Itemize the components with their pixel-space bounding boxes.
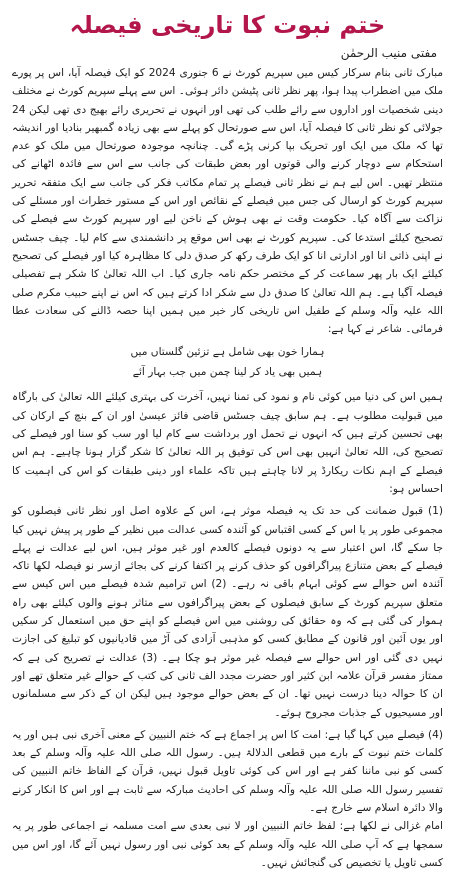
numbered-paragraph-1-3: (1) قبول ضمانت کی حد تک یہ فیصلہ موثر ہے، اس کے علاوہ اصل اور نظر ثانی فیصلوں کو مجموعی طور پر یا اس کے کسی اقتباس کو آئندہ کسی عدالت میں نظیر کے طور پر پیش نہیں کیا جا سکے گا، اس اعتبار سے یہ دونوں فیصلے کالعدم اور غیر موثر ہیں، اس لیے عدالت نے پہلے فیصلے کے بعض متنازع پیراگرافوں کو حذف کرنے پر اکتفا کرنے کی بجائے ازسر نو فیصلہ لکھا تاکہ آئندہ اس حوالے سے کوئی ابہام باقی نہ رہے۔ (2) اس ترامیم شدہ فیصلے میں اس کیس سے متعلق سپریم کورٹ کے سابق فیصلوں کے بعض پیراگرافوں سے متاثر ہونے والوں کیلئے بھی راہ ہموار کی گئی ہے کہ وہ حقائق کی روشنی میں اس فیصلے کو اپنے حق میں استعمال کر سکیں اور یوں آئین اور قانون کے مطابق کسی کو مذہبی آزادی کی آڑ میں قادیانیوں کو تبلیغ کی اجازت نہیں دی گئی اور اس حوالے سے فیصلہ غیر موثر ہو چکا ہے۔ (3) عدالت نے تصریح کی ہے کہ ممتاز مفسر قرآن علامہ ابن کثیر اور حضرت مجدد الف ثانی کی کتب کے حوالے غیر متعلق تھے اور ان کا حوالہ دینا درست نہیں تھا۔ ان کے بعض حوالے موجود ہیں لیکن ان کے ذکر سے مسلمانوں اور مسیحیوں کے جذبات مجروح ہوئے۔	[12, 505, 443, 719]
couplet-verse-1: ہمارا خون بھی شامل ہے تزئین گلستاں میں	[130, 346, 325, 359]
middle-paragraph: ہمیں اس کی دنیا میں کوئی نام و نمود کی تمنا نہیں، آخرت کی بہتری کیلئے اللہ تعالیٰ کی بارگاہ میں قبولیت مطلوب ہے۔ ہم سابق چیف جسٹس قاضی فائز عیسیٰ اور ان کے بنچ کے ارکان کی بھی تحسین کرتے ہیں کہ انہوں نے تحمل اور برداشت سے کام لیا اور سب کو سنا اور فیصلے کی تصحیح کی، اللہ تعالیٰ انہیں بھی اس کی توفیق پر اللہ تعالیٰ کا شکر گزار ہونا چاہیے۔ ہم اس فیصلے کے اہم نکات ریکارڈ پر لانا چاہتے ہیں تاکہ علماء اور دینی طبقات کو اس کی اہمیت کا احساس ہو:	[12, 391, 443, 495]
poetry-couplet	[12, 342, 443, 382]
numbered-paragraph-4: (4) فیصلے میں کہا گیا ہے: امت کا اس پر اجماع ہے کہ ختم النبیین کے معنی آخری نبی ہیں اور یہ کلمات ختم نبوت کے بارے میں قطعی الدلالۃ ہیں۔ رسول اللہ صلی اللہ علیہ وآلہ وسلم کے بعد کسی کو نبی ماننا کفر ہے اور اس کی کوئی تاویل قبول نہیں، قرآن کے الفاظ خاتم النبیین کی تفسیر رسول اللہ صلی اللہ علیہ وآلہ وسلم کی احادیث مبارکہ سے ثابت ہے اور اس کا انکار کرنے والا دائرہ اسلام سے خارج ہے۔	[12, 728, 443, 814]
article-title: ختم نبوت کا تاریخی فیصلہ	[69, 11, 386, 39]
intro-paragraph: مبارک ثانی بنام سرکار کیس میں سپریم کورٹ نے 6 جنوری 2024 کو ایک فیصلہ آیا، اس پر پورے ملک میں اضطراب پیدا ہوا، پھر نظر ثانی پٹیشن دائر ہوئی۔ اس سے پہلے سپریم کورٹ نے مختلف دینی شخصیات اور اداروں سے رائے طلب کی تھی اور انہوں نے تحریری رائے بھیج دی تھی لیکن 24 جولائی کو نظر ثانی کا فیصلہ آیا، اس سے صورتحال کو پہلے سے بھی زیادہ گمبھیر بنادیا اور اندیشہ تھا کہ ملک میں ایک اور تحریک بپا کرنی پڑے گی۔ چنانچہ موجودہ صورتحال میں ملک کو عدم استحکام سے دوچار کرنے والی قوتوں اور بعض طبقات کی جانب سے اس سے فائدہ اٹھانے کی منتظر تھیں۔ اس لیے ہم نے نظر ثانی فیصلے پر تمام مکاتب فکر کی جانب سے ایک متفقہ تحریر سپریم کورٹ کو ارسال کی جس میں فیصلے کے نقائص اور اس کے مستور خطرات اور مسئلے کی نزاکت سے آگاہ کیا۔ حکومت وقت نے بھی ہوش کے ناخن لیے اور سپریم کورٹ سے فیصلے کی تصحیح کیلئے استدعا کی۔ سپریم کورٹ نے بھی اس موقع پر دانشمندی سے کام لیا۔ چیف جسٹس نے اپنی ذاتی انا اور ادارتی انا کو ایک طرف رکھ کر صدق دلی کا مظاہرہ کیا اور فیصلے کی تصحیح کیلئے ایک بار پھر سماعت کر کے مختصر حکم نامہ جاری کیا۔ اب اللہ تعالیٰ کا شکر ہے تفصیلی فیصلہ آگیا ہے۔ ہم اللہ تعالیٰ کا صدق دل سے شکر ادا کرتے ہیں کہ اس نے اپنے حبیب مکرم صلی اللہ علیہ وآلہ وسلم کے طفیل اس تاریخی کار خیر میں ہمیں اپنا حصہ ڈالنے کی سعادت عطا فرمائی۔ شاعر نے کہا ہے:	[12, 67, 443, 336]
couplet-verse-2: ہمیں بھی یاد کر لینا چمن میں جب بہار آئے	[132, 366, 323, 379]
article-author: مفتی منیب الرحمٰن	[340, 46, 437, 60]
closing-paragraph: امام غزالی نے لکھا ہے: لفظ خاتم النبیین اور لا نبی بعدی سے امت مسلمہ نے اجماعی طور پر یہ سمجھا ہے کہ آپ صلی اللہ علیہ وآلہ وسلم کے بعد کوئی نبی اور رسول نہیں آئے گا، اور اس میں کسی تاویل یا تخصیص کی گنجائش نہیں۔	[12, 820, 443, 869]
